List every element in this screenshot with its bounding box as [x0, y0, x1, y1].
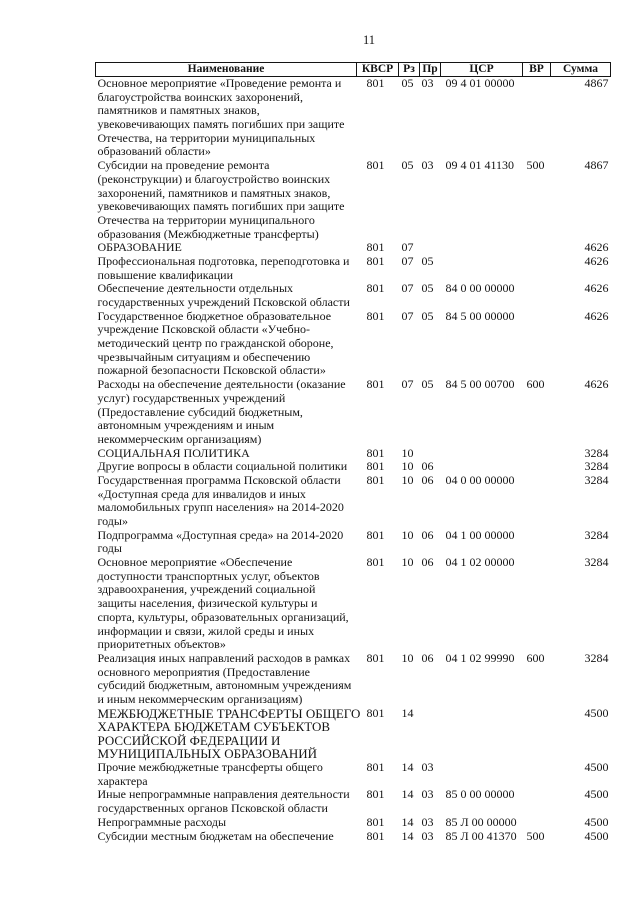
cell-name-line: Непрограммные расходы: [97, 814, 227, 829]
table-row: [96, 788, 611, 815]
cell-kvsr: 801: [366, 814, 385, 829]
cell-vr: [523, 474, 551, 529]
cell-name-line: ХАРАКТЕРА БЮДЖЕТАМ СУБЪЕКТОВ: [97, 719, 331, 735]
cell-sum: 3284: [584, 459, 609, 474]
cell-sum: 3284: [584, 527, 609, 542]
cell-rz: 10: [401, 445, 414, 460]
cell-rz: 07: [401, 377, 414, 392]
cell-kvsr: 801: [366, 527, 385, 542]
cell-name: [96, 788, 357, 815]
cell-name: [96, 830, 357, 844]
cell-rz: 10: [401, 555, 414, 570]
cell-vr: 600: [526, 377, 545, 392]
cell-sum: 4500: [584, 787, 609, 802]
cell-csr: 85 Л 00 41370: [445, 828, 517, 843]
cell-name-line: РОССИЙСКОЙ ФЕДЕРАЦИИ И: [97, 732, 281, 748]
table-row: [96, 447, 611, 461]
cell-pr: 03: [421, 158, 434, 173]
cell-name-line: доступности транспортных услуг, объектов: [97, 568, 320, 583]
cell-pr: [420, 707, 441, 761]
table-row: [96, 529, 611, 556]
cell-kvsr: 801: [366, 650, 385, 665]
cell-pr: 06: [421, 527, 434, 542]
table-row: [96, 816, 611, 830]
cell-kvsr: 801: [366, 158, 385, 173]
cell-pr: 06: [421, 459, 434, 474]
cell-vr: 500: [526, 828, 545, 843]
cell-vr: 600: [526, 650, 545, 665]
cell-csr: 84 5 00 00000: [445, 308, 515, 323]
table-row: [96, 241, 611, 255]
cell-name-line: благоустройства воинских захоронений,: [97, 89, 303, 104]
cell-name: [96, 556, 357, 652]
cell-name-line: маломобильных групп населения» на 2014-2020: [97, 500, 344, 515]
cell-name-line: МУНИЦИПАЛЬНЫХ ОБРАЗОВАНИЙ: [97, 746, 318, 762]
cell-pr: 06: [421, 555, 434, 570]
cell-name: [96, 761, 357, 788]
cell-vr: [523, 816, 551, 830]
cell-sum: 4626: [584, 377, 609, 392]
cell-name-line: и иным некоммерческим организациям): [97, 691, 303, 706]
cell-name-line: государственных органов Псковской области: [97, 801, 328, 816]
header-kvsr: КВСР: [357, 63, 399, 77]
cell-sum: 4626: [584, 253, 609, 268]
cell-csr: [441, 761, 523, 788]
cell-name-line: повышение квалификации: [97, 267, 234, 282]
table-row: [96, 159, 611, 241]
cell-name-line: годы»: [97, 514, 128, 529]
cell-name: [96, 705, 361, 762]
cell-csr: 04 1 02 99990: [445, 650, 515, 665]
cell-pr: 06: [421, 650, 434, 665]
cell-name-line: Другие вопросы в области социальной политики: [97, 459, 348, 474]
cell-name-line: Государственное бюджетное образовательное: [97, 308, 332, 323]
cell-vr: [523, 77, 551, 160]
cell-name: [96, 378, 357, 446]
cell-vr: 500: [526, 158, 545, 173]
cell-kvsr: 801: [366, 459, 385, 474]
header-rz: Рз: [399, 63, 420, 77]
cell-name: [96, 447, 357, 461]
cell-name: [96, 474, 357, 529]
cell-name-line: СОЦИАЛЬНАЯ ПОЛИТИКА: [97, 445, 250, 460]
header-vr: ВР: [523, 63, 551, 77]
cell-name-line: субсидий бюджетным, автономным учреждениям: [97, 678, 352, 693]
cell-name-line: защиты населения, физической культуры и: [97, 596, 318, 611]
table-row: [96, 556, 611, 652]
cell-pr: 03: [421, 76, 434, 90]
cell-name-line: некоммерческим организациям): [97, 431, 262, 446]
cell-vr: [523, 241, 551, 255]
cell-csr: 09 4 01 41130: [445, 158, 515, 173]
cell-csr: 04 0 00 00000: [445, 472, 515, 487]
cell-rz: 07: [401, 240, 414, 255]
cell-name-line: Реализация иных направлений расходов в рамках: [97, 650, 351, 665]
header-sum: Сумма: [551, 63, 611, 77]
cell-vr: [523, 788, 551, 815]
cell-vr: [523, 707, 551, 761]
cell-sum: 4500: [584, 828, 609, 843]
cell-name-line: памятников и памятных знаков,: [97, 103, 260, 118]
header-name: Наименование: [96, 63, 357, 77]
page-number: 11: [363, 33, 376, 47]
cell-rz: 07: [401, 308, 414, 323]
cell-kvsr: 801: [366, 760, 385, 775]
cell-name: [96, 77, 357, 160]
cell-kvsr: 801: [366, 555, 385, 570]
cell-vr: [523, 282, 551, 309]
cell-csr: [441, 255, 523, 282]
cell-kvsr: 801: [366, 308, 385, 323]
cell-name-line: увековечивающих память погибших при защите: [97, 117, 345, 132]
header-csr: ЦСР: [441, 63, 523, 77]
cell-sum: 4867: [584, 76, 609, 90]
cell-name: [96, 652, 357, 707]
cell-pr: [420, 241, 441, 255]
cell-name-line: государственных учреждений Псковской области: [97, 295, 350, 310]
cell-rz: 14: [401, 760, 414, 775]
table-row: [96, 707, 611, 761]
cell-vr: [523, 761, 551, 788]
table-row: [96, 255, 611, 282]
budget-table: [95, 62, 611, 843]
cell-csr: 84 5 00 00700: [445, 377, 515, 392]
cell-name-line: образований области»: [97, 144, 211, 159]
table-row: [96, 761, 611, 788]
table-header: [96, 63, 611, 77]
cell-name: [96, 816, 357, 830]
header-pr: Пр: [420, 63, 441, 77]
cell-sum: 3284: [584, 472, 609, 487]
cell-name: [96, 282, 357, 309]
cell-vr: [523, 529, 551, 556]
cell-name-line: Подпрограмма «Доступная среда» на 2014-2020: [97, 527, 344, 542]
cell-sum: 4500: [584, 705, 609, 720]
cell-rz: 07: [401, 281, 414, 296]
cell-csr: [441, 241, 523, 255]
cell-kvsr: 801: [366, 828, 385, 843]
cell-rz: 14: [401, 814, 414, 829]
cell-kvsr: 801: [366, 76, 385, 90]
cell-name-line: информации и связи, жилой среды и иных: [97, 623, 315, 638]
cell-name-line: автономным учреждениям и иным: [97, 418, 275, 433]
header-row: [96, 63, 611, 77]
cell-name-line: Отечества, на территории муниципальных: [97, 130, 316, 145]
cell-kvsr: 801: [366, 705, 385, 720]
cell-name-line: методический центр по гражданской обороне,: [97, 336, 334, 351]
table-row: [96, 474, 611, 529]
table-row: [96, 460, 611, 474]
cell-kvsr: 801: [366, 445, 385, 460]
cell-name-line: Субсидии местным бюджетам на обеспечение: [97, 828, 334, 843]
cell-name-line: Иные непрограммные направления деятельности: [97, 787, 350, 802]
cell-rz: 05: [401, 158, 414, 173]
cell-kvsr: 801: [366, 377, 385, 392]
cell-sum: 4500: [584, 760, 609, 775]
cell-name: [96, 241, 357, 255]
cell-name-line: чрезвычайным ситуациям и обеспечению: [97, 349, 311, 364]
cell-csr: [441, 707, 523, 761]
cell-rz: 14: [401, 828, 414, 843]
cell-name-line: Обеспечение деятельности отдельных: [97, 281, 294, 296]
table-row: [96, 652, 611, 707]
cell-pr: 03: [421, 760, 434, 775]
table-row: [96, 282, 611, 309]
cell-kvsr: 801: [366, 281, 385, 296]
cell-name: [96, 255, 357, 282]
cell-name-line: «Доступная среда для инвалидов и иных: [97, 486, 306, 501]
cell-name-line: пожарной безопасности Псковской области»: [97, 363, 326, 378]
cell-sum: 3284: [584, 445, 609, 460]
cell-sum: 4867: [584, 158, 609, 173]
cell-name-line: Расходы на обеспечение деятельности (оказание: [97, 377, 346, 392]
cell-rz: 10: [401, 527, 414, 542]
cell-name: [96, 310, 357, 378]
cell-rz: 07: [401, 253, 414, 268]
cell-kvsr: 801: [366, 787, 385, 802]
cell-name-line: Основное мероприятие «Обеспечение: [97, 555, 293, 570]
cell-name-line: образования (Межбюджетные трансферты): [97, 226, 319, 241]
cell-csr: 85 Л 00 00000: [445, 814, 517, 829]
cell-name-line: Отечества на территории муниципального: [97, 212, 315, 227]
cell-csr: 09 4 01 00000: [445, 76, 515, 90]
cell-vr: [523, 310, 551, 378]
cell-pr: 05: [421, 281, 434, 296]
cell-vr: [523, 255, 551, 282]
cell-csr: 04 1 00 00000: [445, 527, 515, 542]
cell-name: [96, 529, 357, 556]
cell-pr: 03: [421, 814, 434, 829]
cell-csr: 84 0 00 00000: [445, 281, 515, 296]
cell-vr: [523, 447, 551, 461]
budget-table-body: [96, 77, 611, 844]
cell-pr: [420, 447, 441, 461]
cell-name: [96, 159, 357, 241]
cell-vr: [523, 556, 551, 652]
cell-name-line: услуг) государственных учреждений: [97, 390, 286, 405]
cell-kvsr: 801: [366, 472, 385, 487]
cell-name-line: ОБРАЗОВАНИЕ: [97, 240, 182, 255]
cell-rz: 10: [401, 472, 414, 487]
table-row: [96, 77, 611, 160]
cell-pr: 05: [421, 377, 434, 392]
cell-name: [96, 460, 357, 474]
cell-name-line: Государственная программа Псковской области: [97, 472, 341, 487]
cell-sum: 4500: [584, 814, 609, 829]
cell-csr: [441, 460, 523, 474]
table-row: [96, 310, 611, 378]
table-row: [96, 378, 611, 446]
cell-csr: [441, 447, 523, 461]
cell-name-line: увековечивающих память погибших при защите: [97, 199, 345, 214]
cell-name-line: (реконструкции) и благоустройство воинских: [97, 171, 331, 186]
cell-pr: 06: [421, 472, 434, 487]
cell-kvsr: 801: [366, 240, 385, 255]
cell-kvsr: 801: [366, 253, 385, 268]
cell-vr: [523, 460, 551, 474]
cell-pr: 05: [421, 308, 434, 323]
cell-sum: 4626: [584, 240, 609, 255]
cell-sum: 3284: [584, 555, 609, 570]
cell-name-line: Профессиональная подготовка, переподготовка и: [97, 253, 350, 268]
cell-pr: 03: [421, 787, 434, 802]
cell-rz: 14: [401, 705, 414, 720]
cell-name-line: учреждение Псковской области «Учебно-: [97, 322, 311, 337]
cell-name-line: (Предоставление субсидий бюджетным,: [97, 404, 303, 419]
cell-pr: 05: [421, 253, 434, 268]
cell-name-line: основного мероприятия (Предоставление: [97, 664, 310, 679]
cell-name-line: Основное мероприятие «Проведение ремонта и: [97, 76, 342, 90]
cell-rz: 14: [401, 787, 414, 802]
cell-sum: 3284: [584, 650, 609, 665]
cell-sum: 4626: [584, 308, 609, 323]
cell-name-line: приоритетных объектов»: [97, 637, 226, 652]
cell-name-line: МЕЖБЮДЖЕТНЫЕ ТРАНСФЕРТЫ ОБЩЕГО: [97, 705, 361, 721]
cell-name-line: характера: [97, 773, 148, 788]
cell-name-line: захоронений, памятников и памятных знаков,: [97, 185, 331, 200]
cell-name-line: Субсидии на проведение ремонта: [97, 158, 270, 173]
cell-rz: 10: [401, 650, 414, 665]
cell-pr: 03: [421, 828, 434, 843]
cell-name-line: здравоохранения, учреждений социальной: [97, 582, 316, 597]
cell-sum: 4626: [584, 281, 609, 296]
cell-csr: 04 1 02 00000: [445, 555, 515, 570]
cell-rz: 10: [401, 459, 414, 474]
cell-csr: 85 0 00 00000: [445, 787, 515, 802]
cell-name-line: годы: [97, 541, 122, 556]
cell-rz: 05: [401, 76, 414, 90]
cell-name-line: Прочие межбюджетные трансферты общего: [97, 760, 323, 775]
table-row: [96, 830, 611, 844]
cell-name-line: спорта, культуры, образовательных организаций,: [97, 609, 349, 624]
